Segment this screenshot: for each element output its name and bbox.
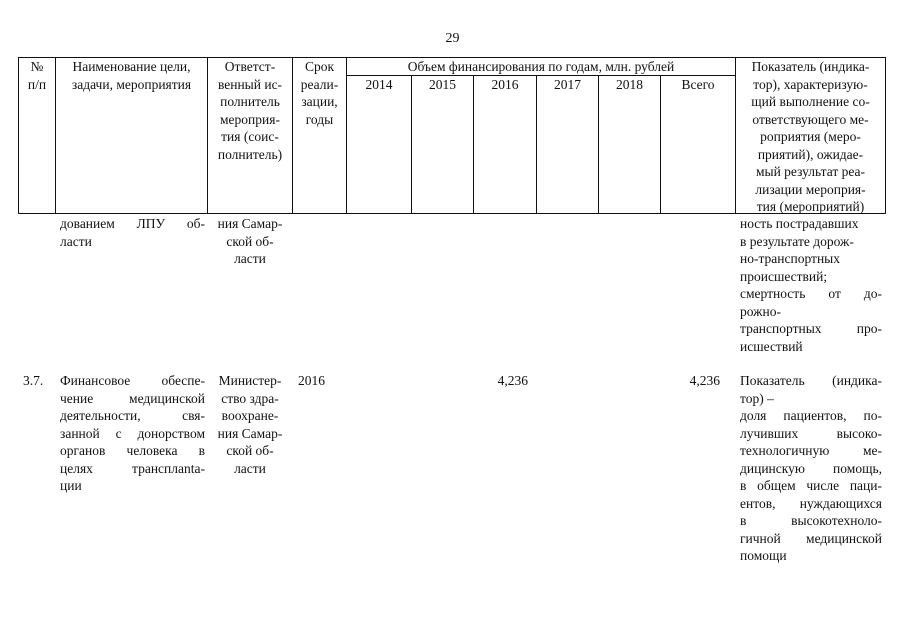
table-header-grid: [18, 57, 886, 213]
header-year-2015: 2015: [429, 77, 456, 92]
continuation-name: дованием ЛПУ об- ласти: [60, 216, 205, 249]
row-3-7-funding-total: 4,236: [689, 373, 720, 388]
page-number: 29: [445, 31, 460, 46]
row-3-7-responsible: Министер- ство здра- воохране- ния Самар- ской об- ласти: [217, 373, 283, 476]
header-year-2014: 2014: [365, 77, 393, 92]
row-3-7-number: 3.7.: [23, 373, 44, 388]
header-indicator: Показатель (индика- тор), характеризую- щий выполнение со- ответствующего ме- роприятия (меро- приятий), ожидае- мый результат реа- лизации мероприя- тия (мероприятий): [751, 59, 870, 214]
header-year-2016: 2016: [491, 77, 519, 92]
continuation-responsible: ния Самар- ской об- ласти: [217, 216, 283, 266]
header-funding-title: Объем финансирования по годам, млн. рублей: [407, 59, 675, 74]
header-term: Срок реали- зации, годы: [300, 59, 339, 127]
header-name: Наименование цели, задачи, мероприятия: [71, 59, 192, 92]
continuation-indicator: ность пострадавших в результате дорож- но-транспортных происшествий; смертность от до- рожно- транспортных про- исшествий: [740, 216, 882, 354]
row-3-7-funding-2016: 4,236: [497, 373, 528, 388]
row-3-7-indicator: Показатель (индика- тор) – доля пациентов, по- лучивших высоко- технологичную ме- дицинскую помощь, в общем числе паци- ентов, нуждающихся в высокотехноло- гичной медицинской помощи: [740, 373, 882, 563]
header-num: № п/п: [27, 59, 47, 92]
row-3-7-name: Финансовое обеспе- чение медицинской деятельности, свя- занной с донорством органов человека в целях трансплanta- ции: [60, 373, 205, 493]
row-3-7-term: 2016: [298, 373, 325, 388]
header-responsible: Ответст- венный ис- полнитель мероприя- тия (соис- полнитель): [217, 59, 283, 162]
header-total: Всего: [681, 77, 715, 92]
header-year-2018: 2018: [616, 77, 643, 92]
header-year-2017: 2017: [554, 77, 581, 92]
